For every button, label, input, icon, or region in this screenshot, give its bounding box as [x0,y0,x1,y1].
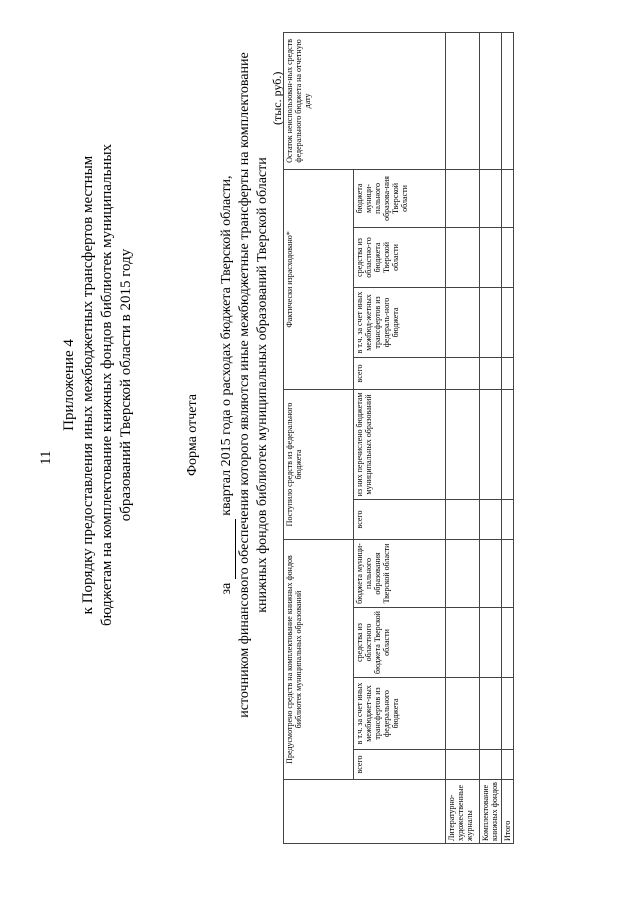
appendix-title: Приложение 4 [61,339,77,431]
header-received: Поступило средств из федерального бюджета [284,389,354,539]
appendix-line: образований Тверской области в 2015 году [118,248,134,522]
period-line-3: книжных фондов библиотек муниципальных образований Тверской области [255,157,270,613]
period-suffix: квартал 2015 года о расходах бюджета Тверской области, [219,175,234,516]
header-planned: Предусмотрено средств на комплектование книжных фондов библиотек муниципальных образований [284,539,354,779]
table-header-row [284,32,354,843]
report-table [283,32,514,844]
period-line-2: источником финансового обеспечения которого являются иные межбюджетные трансферты на комплектование [237,52,252,718]
table-row [502,32,514,843]
quarter-blank-field [223,519,236,579]
header-empty-cell [284,780,446,844]
page-number: 11 [38,450,54,465]
header-used: Фактически израсходовано* [284,169,354,389]
subheader-cell: всего [354,357,446,389]
period-line-1 [218,0,236,815]
subheader-cell: средства из областно-го бюджета Тверской области [354,227,446,287]
form-title: Форма отчета [185,393,200,477]
appendix-line: к Порядку предоставления иных межбюджетных трансфертов местным [80,155,96,615]
appendix-line: бюджетам на комплектование книжных фондов библиотек муниципальных [99,143,115,627]
period-prefix: за [219,582,234,595]
subheader-cell: всего [354,499,446,539]
table-row [446,32,480,843]
subheader-cell: в т.ч. за счет иных межбюджет-ных трансфертов из федерального бюджета [354,678,446,750]
appendix-heading [60,85,136,685]
subheader-cell: бюджета муници-пального образования Тверской области [354,539,446,607]
subheader-cell: бюджета муници-пального образова-ния Тверской области [354,169,446,227]
subheader-cell: средства из областного бюджета Тверской области [354,608,446,678]
units-label: (тыс. руб.) [270,71,284,125]
row-label: Литературно-художественные журналы [446,780,480,844]
subheader-cell: из них перечислено бюджетам муниципальных образований [354,389,446,499]
row-label: Итого [502,780,514,844]
table-row [480,32,502,843]
subheader-cell: в т.ч. за счет иных межбюд-жетных трансфертов из федераль-ного бюджета [354,287,446,357]
report-period [218,0,272,815]
row-label: Комплектование книжных фондов [480,780,502,844]
subheader-cell: всего [354,750,446,780]
header-remainder: Остаток неиспользован-ных средств федерального бюджета на отчетную дату [284,32,446,169]
